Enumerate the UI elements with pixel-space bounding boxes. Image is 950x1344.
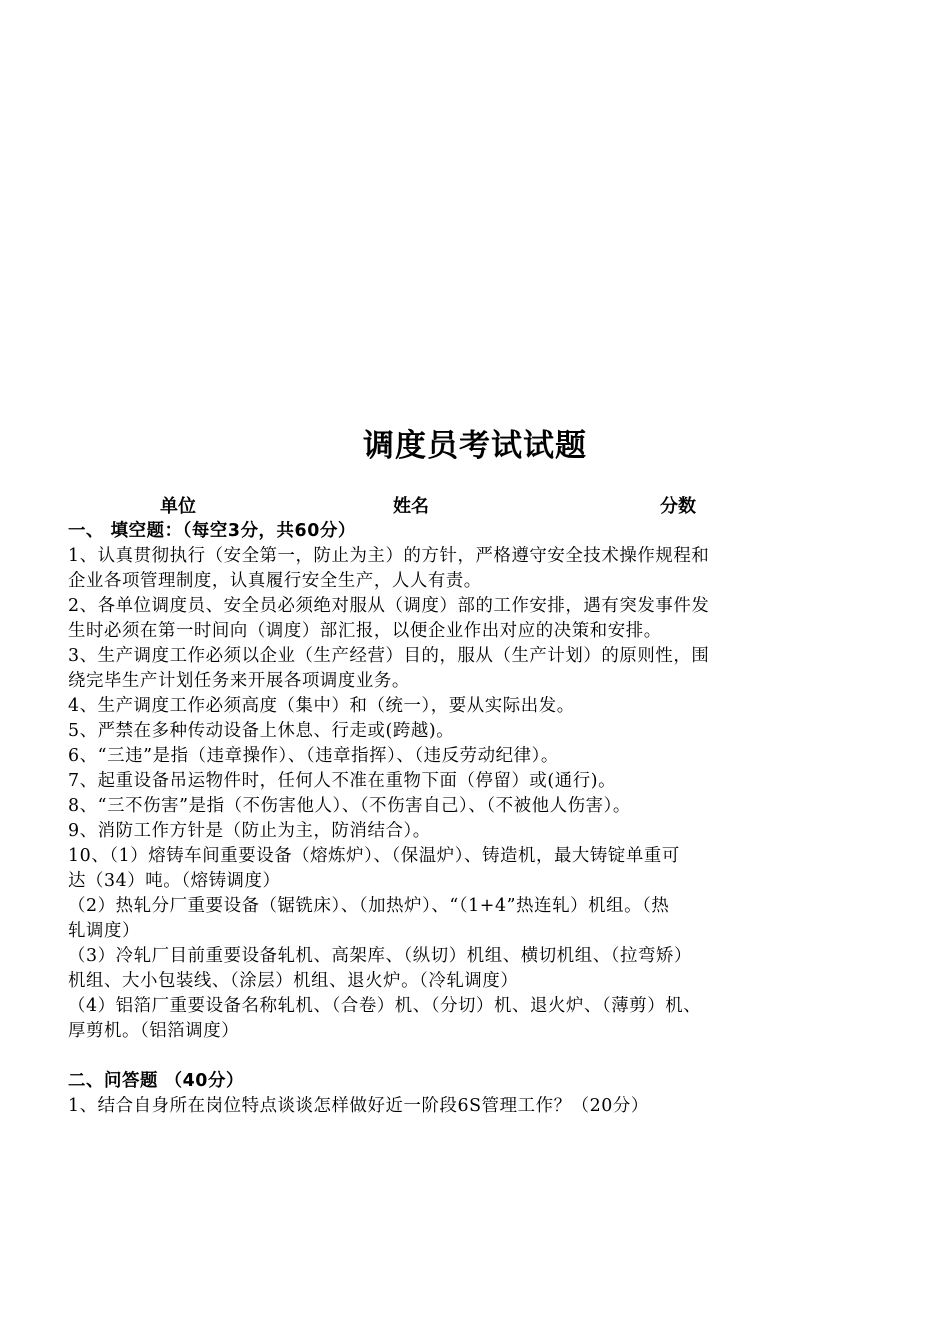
page-title: 调度员考试试题: [363, 428, 587, 464]
question-line: 6、“三违”是指（违章操作）、（违章指挥）、（违反劳动纪律）。: [68, 746, 559, 766]
question-line: 生时必须在第一时间向（调度）部汇报，以便企业作出对应的决策和安排。: [68, 621, 662, 641]
question-line: 5、严禁在多种传动设备上休息、行走或(跨越)。: [68, 721, 455, 741]
unit-label: 单位: [160, 496, 196, 517]
question-line: （3）冷轧厂目前重要设备轧机、高架库、（纵切）机组、横切机组、（拉弯矫）: [68, 946, 692, 966]
question-line: 4、生产调度工作必须高度（集中）和（统一），要从实际出发。: [68, 696, 575, 716]
question-line: 轧调度）: [68, 921, 140, 941]
question-line: 2、各单位调度员、安全员必须绝对服从（调度）部的工作安排，遇有突发事件发: [68, 596, 710, 616]
score-label: 分数: [660, 496, 696, 517]
section-spacer: [68, 1044, 888, 1069]
section1-heading: 一、 填空题：（每空3分，共60分）: [68, 521, 356, 541]
question-line: （4）铝箔厂重要设备名称轧机、（合卷）机、（分切）机、退火炉、（薄剪）机、: [68, 996, 702, 1016]
question-line: （2）热轧分厂重要设备（锯铣床）、（加热炉）、“（1+4”热连轧）机组。（热: [68, 896, 670, 916]
section2-heading: 二、问答题 （40分）: [68, 1071, 244, 1091]
question-line: 企业各项管理制度，认真履行安全生产，人人有责。: [68, 571, 482, 591]
question-line: 10、（1）熔铸车间重要设备（熔炼炉）、（保温炉）、铸造机，最大铸锭单重可: [68, 846, 680, 866]
question-line: 7、起重设备吊运物件时，任何人不准在重物下面（停留）或(通行)。: [68, 771, 617, 791]
exam-body: [68, 519, 888, 1119]
question-line: 绕完毕生产计划任务来开展各项调度业务。: [68, 671, 410, 691]
question-line: 3、生产调度工作必须以企业（生产经营）目的，服从（生产计划）的原则性，围: [68, 646, 710, 666]
question-line: 9、消防工作方针是（防止为主，防消结合）。: [68, 821, 431, 841]
question-line: 厚剪机。（铝箔调度）: [68, 1021, 240, 1041]
name-label: 姓名: [393, 496, 429, 517]
question-line: 机组、大小包装线、（涂层）机组、退火炉。（冷轧调度）: [68, 971, 519, 991]
question-line: 1、结合自身所在岗位特点谈谈怎样做好近一阶段6S管理工作？（20分）: [68, 1096, 649, 1116]
question-line: 1、认真贯彻执行（安全第一，防止为主）的方针，严格遵守安全技术操作规程和: [68, 546, 710, 566]
question-line: 8、“三不伤害”是指（不伤害他人）、（不伤害自己）、（不被他人伤害）。: [68, 796, 631, 816]
candidate-info-row: [0, 494, 950, 520]
question-line: 达（34）吨。（熔铸调度）: [68, 871, 281, 891]
